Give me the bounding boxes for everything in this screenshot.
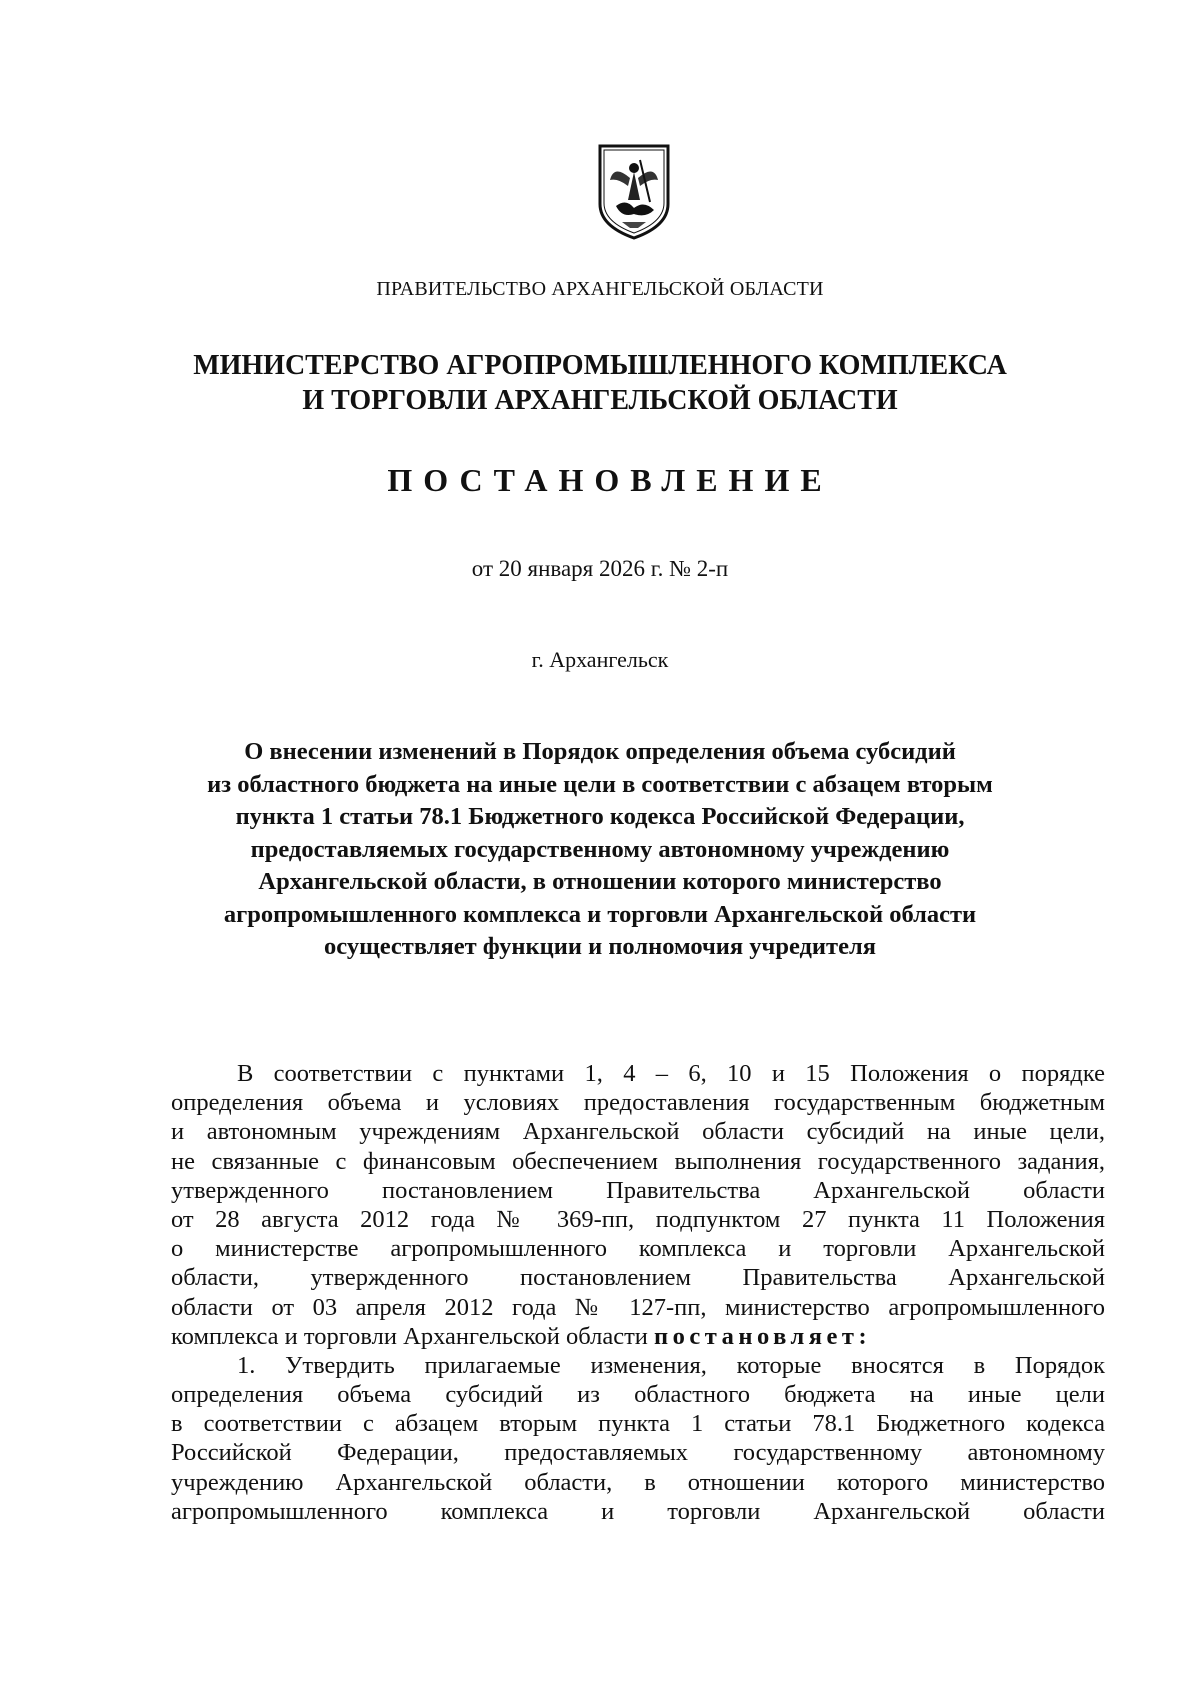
body-line: В соответствии с пунктами 1, 4 – 6, 10 и 15 Положения о порядке [237,1060,1105,1087]
title-line: агропромышленного комплекса и торговли Архангельской области [223,900,977,928]
body-line-decree [171,1322,1105,1351]
body-line: не связанные с финансовым обеспечением выполнения государственного задания, [171,1147,1105,1175]
body-line: и автономным учреждениям Архангельской области субсидий на иные цели, [171,1118,1105,1146]
body-text: комплекса и торговли Архангельской области [171,1322,655,1350]
body-line: определения объема субсидий из областного бюджета на иные цели [171,1381,1105,1409]
document-date-number: от 20 января 2026 г. № 2-п [471,556,729,581]
ministry-line-2: И ТОРГОВЛИ АРХАНГЕЛЬСКОЙ ОБЛАСТИ [302,385,898,416]
title-line: предоставляемых государственному автономному учреждению [250,835,950,863]
body-line: области, утвержденного постановлением Правительства Архангельской [171,1264,1105,1292]
body-line: учреждению Архангельской области, в отношении которого министерство [171,1468,1105,1496]
body-line: 1. Утвердить прилагаемые изменения, которые вносятся в Порядок [237,1351,1105,1379]
body-line: в соответствии с абзацем вторым пункта 1 статьи 78.1 Бюджетного кодекса [171,1410,1105,1438]
body-line: области от 03 апреля 2012 года № 127-пп, министерство агропромышленного [171,1293,1105,1321]
government-name: ПРАВИТЕЛЬСТВО АРХАНГЕЛЬСКОЙ ОБЛАСТИ [376,278,824,300]
ministry-name [0,348,1200,418]
archangel-coat-of-arms-icon [594,142,674,242]
ministry-line-1: МИНИСТЕРСТВО АГРОПРОМЫШЛЕННОГО КОМПЛЕКСА [193,350,1007,381]
document-city: г. Архангельск [531,647,669,672]
document-title [0,736,1200,964]
decrees-word: постановляет: [654,1322,872,1350]
title-line: пункта 1 статьи 78.1 Бюджетного кодекса Российской Федерации, [235,803,965,830]
title-line: О внесении изменений в Порядок определения объема субсидий [244,738,956,765]
title-line: осуществляет функции и полномочия учредителя [324,933,876,960]
body-line: Российской Федерации, предоставляемых государственному автономному [171,1439,1105,1467]
body-line: агропромышленного комплекса и торговли Архангельской области [171,1497,1105,1525]
body-line: о министерстве агропромышленного комплекса и торговли Архангельской [171,1235,1105,1263]
title-line: из областного бюджета на иные цели в соответствии с абзацем вторым [207,770,993,798]
body-line: утвержденного постановлением Правительства Архангельской области [171,1176,1105,1204]
body-line: определения объема и условиях предоставления государственным бюджетным [171,1089,1105,1117]
document-type: ПОСТАНОВЛЕНИЕ [387,462,833,498]
document-body [171,1059,1105,1526]
body-line: от 28 августа 2012 года № 369-пп, подпунктом 27 пункта 11 Положения [171,1205,1105,1233]
title-line: Архангельской области, в отношении которого министерство [258,868,942,895]
